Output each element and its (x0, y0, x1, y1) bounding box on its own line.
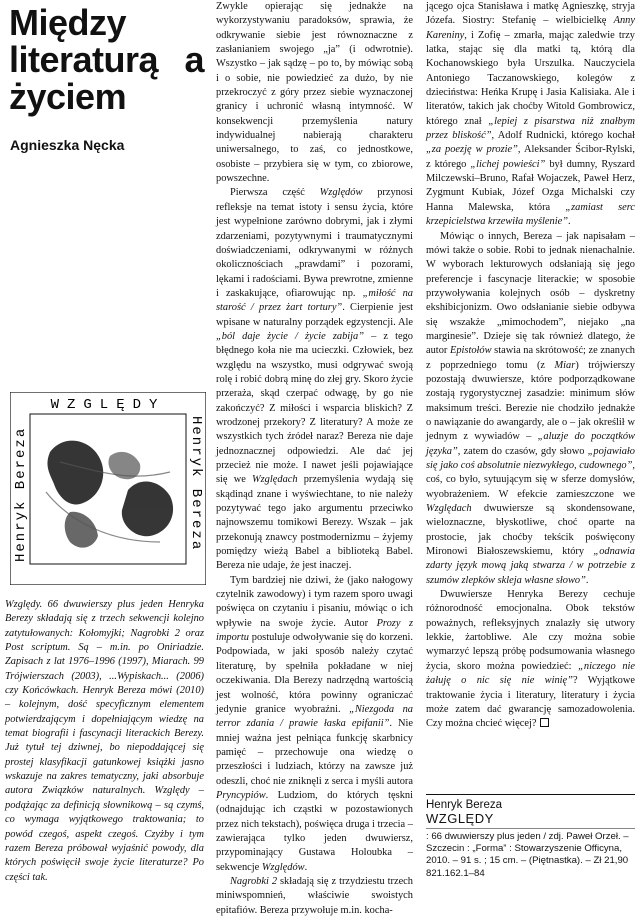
col1-paragraph-1: Względy. 66 dwuwierszy plus jeden Henryka Berezy składają się z trzech sekwencji kolejno zatytułowanych: Kołomyjki; Nagrobki 2 oraz Post scriptum. Są – m.in. po Oniriadzie. Zapisach z lat 1976–1996 (1997), Miarach. 99 Trójwierszach (2003), ...Wypiskach... (2006) czy Końcówkach. Henryk Bereza mówi (2010) – kolejnym, dość specyficznym elementem potwierdzającym i dopełniającym wiedzę na temat biografii i fascynacji literackich Berezy. Już tytuł tej dziwnej, bo niepoddającej się prostej klasyfikacji gatunkowej książki jasno wskazuje na zakres tematyczny, jaki absorbuje autora Związków naturalnych. Względy – podążając za definicją słownikową – są czymś, co wymaga wyjątkowego traktowania; to powód czegoś, aspekt czegoś. Czyżby i tym razem Bereza próbował wyjaśnić powody, dla których poświęcił swoje życie literaturze? Po części tak. (5, 599, 204, 883)
col2-paragraph-1: Zwykle opierając się jednakże na wykorzystywaniu paradoksów, sprawia, że odkrywanie siebie jest równoznaczne z zasłanianiem swojego „ja” (i odwrotnie). Wszystko – jak sądzę – po to, by mówiąc sobą i o sobie, nie powiedzieć za dużo, by nie przekroczyć z góry przez siebie wyznaczonej granicy i uchronić własną intymność. W konsekwencji przemyślenia natury indywidualnej nabierają charakteru uniwersalnego, to zaś, co jednostkowe, osobiste – przybiera się w tym, co zbiorowe, powszechne. (216, 1, 413, 185)
col2-paragraph-3: Tym bardziej nie dziwi, że (jako nałogowy czytelnik zawodowy) i tym razem sporo uwagi poświęca on czytaniu i pisaniu, mówiąc o ich wpływie na swoje życie. Autor Prozy z importu postuluje odwoływanie się do korzeni. Podpowiada, w jaki sposób należy czytać literaturę, by spełniła pokładane w niej oczekiwania. Dla Berezy nadrzędną wartością jest wolność, która powinny ograniczać jedynie granice wyobraźni. „Niezgoda na terror zdania / prawie łaska epifanii”. Nie mniej ważna jest pełniąca funkcję skarbnicy pamięć – przechowuje ona wiedzę o przeszłości i ludziach, którzy na zawsze już odeszli, choć nie zniknęli z serca i myśli autora Pryncypiów. Ludziom, do których tęskni (odnajdując ich cząstki w pozostawionych przez nich tekstach), poświęca druga i trzecia – zawierająca tylko jeden dwuwiersz, przypominający Gustawa Holoubka – sekwencje Względów. (216, 574, 413, 873)
bibliographic-note (426, 794, 635, 880)
col2-paragraph-2: Pierwsza część Względów przynosi refleksje na temat istoty i sensu życia, które jest wypełnione zarówno dobrymi, jak i złymi zdarzeniami, pozytywnymi i traumatycznymi doświadczeniami, odkrywanymi w różnych okolicznościach „prawdami” i pozorami, lękami i radościami. Bywa prewrotne, zmienne i zaskakujące, ofiarowując np. „miłość na starość / przez żart tortury”. Cierpienie jest wpisane w naturalny porządek egzystencji. Ale „ból daje życie / życie zabija” – z tego błędnego koła nie ma ucieczki. Człowiek, bez względu na wszystko, musi odgrywać swoją rolę i robić dobrą minę do złej gry. Skoro życie przeraża, skąd czerpać odwagę, by go nie zakończyć? Z miłości i wsparcia bliskich? Z wrodzonej przekory? Z literatury? A może ze wszystkich tych źródeł naraz? Bereza nie daje jednoznacznej odpowiedzi. Ale dać jej przecież nie może. I nawet jeśli pojawiające się we Względach przemyślenia wydają się skądinąd znane i wyświechtane, to nie należy pozytywać tego jako argumentu przeciwko najnowszemu tomikowi Berezy. Wszak – jak przekonują znawcy postmodernizmu – żyjemy pomiędzy wieżą Babel a biblioteką Babel. Bereza nie udaje, że jest inaczej. (216, 187, 413, 572)
col3-paragraph-3: Dwuwiersze Henryka Berezy cechuje różnorodność emocjonalna. Obok tekstów poważnych, refleksyjnych znalazły się utwory lekkie, żartobliwe. Ale czy można sobie wymarzyć lepszą próbę podsumowania własnego życia, skoro można powiedzieć: „niczego nie żałuję o nic się nie winię”? Wyjątkowe traktowanie życia i literatury, literatury i życia może zatem dać gwarancję samozadowolenia. Czy można chcieć więcej? (426, 589, 636, 730)
col2-paragraph-4: Nagrobki 2 składają się z trzydziestu trzech miniwspomnień, właściwie swoistych epitafiów. Bereza przywołuje m.in. kocha- (216, 875, 413, 916)
article-title: Między literaturą a życiem (9, 2, 204, 117)
bib-title: WZGLĘDY (426, 812, 635, 829)
col3-paragraph-2: Mówiąc o innych, Bereza – jak napisałam – mówi także o sobie. Robi to jednak nienachalnie. W wyborach lekturowych odsłaniają się jego preferencje i fascynacje literackie; w sposobie przywoływania kolejnych osób – dyskretny ekshibicjonizm. Owo odsłanianie siebie odbywa się wszakże „mimochodem”, niejako „na marginesie”. Dzieje się tak również dlatego, że autor Epistołów stawia na skrótowość; ze znanych z poprzedniego tomu (z Miar) trójwierszy pozostają dwuwiersze, które podporządkowane zostają rygorystycznej zasadzie: minimum słów maksimum treści. Berezie nie chodziło jednakże o nawiązanie do awangardy, ale o – jak określił w jednym z wywiadów – „aluzje do początków języka”, zatem do czasów, gdy słowo „pojawiało się jako coś absolutnie niezwykłego, cudownego”, coś, co było, sytuującym się w sferze domysłów, wyobrażeniem. W efekcie zamieszczone we Względach dwuwiersze są skondensowane, wieloznaczne, błyskotliwe, choć oparte na prostocie, jak choćby tekścik poświęcony Mironowi Białoszewskiemu, który „odnawia zdarty język mową jaką stwarza / w potrzebie z szumów zlepków skleja własne słowo”. (426, 230, 635, 586)
book-cover-image (10, 392, 206, 585)
bib-divider (426, 794, 635, 795)
cover-side-author-right: Henryk Bereza (188, 416, 204, 552)
column-right (426, 0, 635, 732)
bib-classification: 821.162.1–84 (426, 867, 485, 879)
column-middle (216, 0, 413, 918)
article-author: Agnieszka Nęcka (10, 137, 125, 153)
bib-details: : 66 dwuwierszy plus jeden / zdj. Paweł Orzeł. – Szczecin : „Forma” : Stowarzyszenie Officyna, 2010. – 91 s. ; 15 cm. – (Piętnastka). – Zł 21,90 (426, 831, 629, 867)
col3-paragraph-1: jącego ojca Stanisława i matkę Agnieszkę, stryja Józefa. Siostry: Stefanię – wielbicielkę Anny Kareniny, i Zofię – zmarła, mając zaledwie trzy latka, stając się dla matki tą, którą dla Kochanowskiego była Urszulka. Nauczyciela Antoniego Taczanowskiego, kolegów z dzieciństwa: Heńka Krupę i Jasia Kalisiaka. Ale i literatów, takich jak choćby Witold Gombrowicz, którego znał „lepiej z pisarstwa niż znałbym przez bliskość”, Adolf Rudnicki, którego kochał „za poezję w prozie”, Aleksander Ścibor-Rylski, z którego „lichej powieści” był dumny, Ryszard Milczewski–Bruno, Rafał Wojaczek, Paweł Herz, Zygmunt Kubiak, Józef Ozga Michalski czy Hanna Malewska, która „zamiast serc krzepicielstwa krzewiła myślenie”. (426, 1, 635, 228)
end-of-article-square-icon (540, 718, 549, 727)
cover-top-title: WZGLĘDY (50, 397, 166, 413)
cover-side-author-left: Henryk Bereza (13, 426, 29, 562)
bib-author: Henryk Bereza (426, 799, 503, 811)
